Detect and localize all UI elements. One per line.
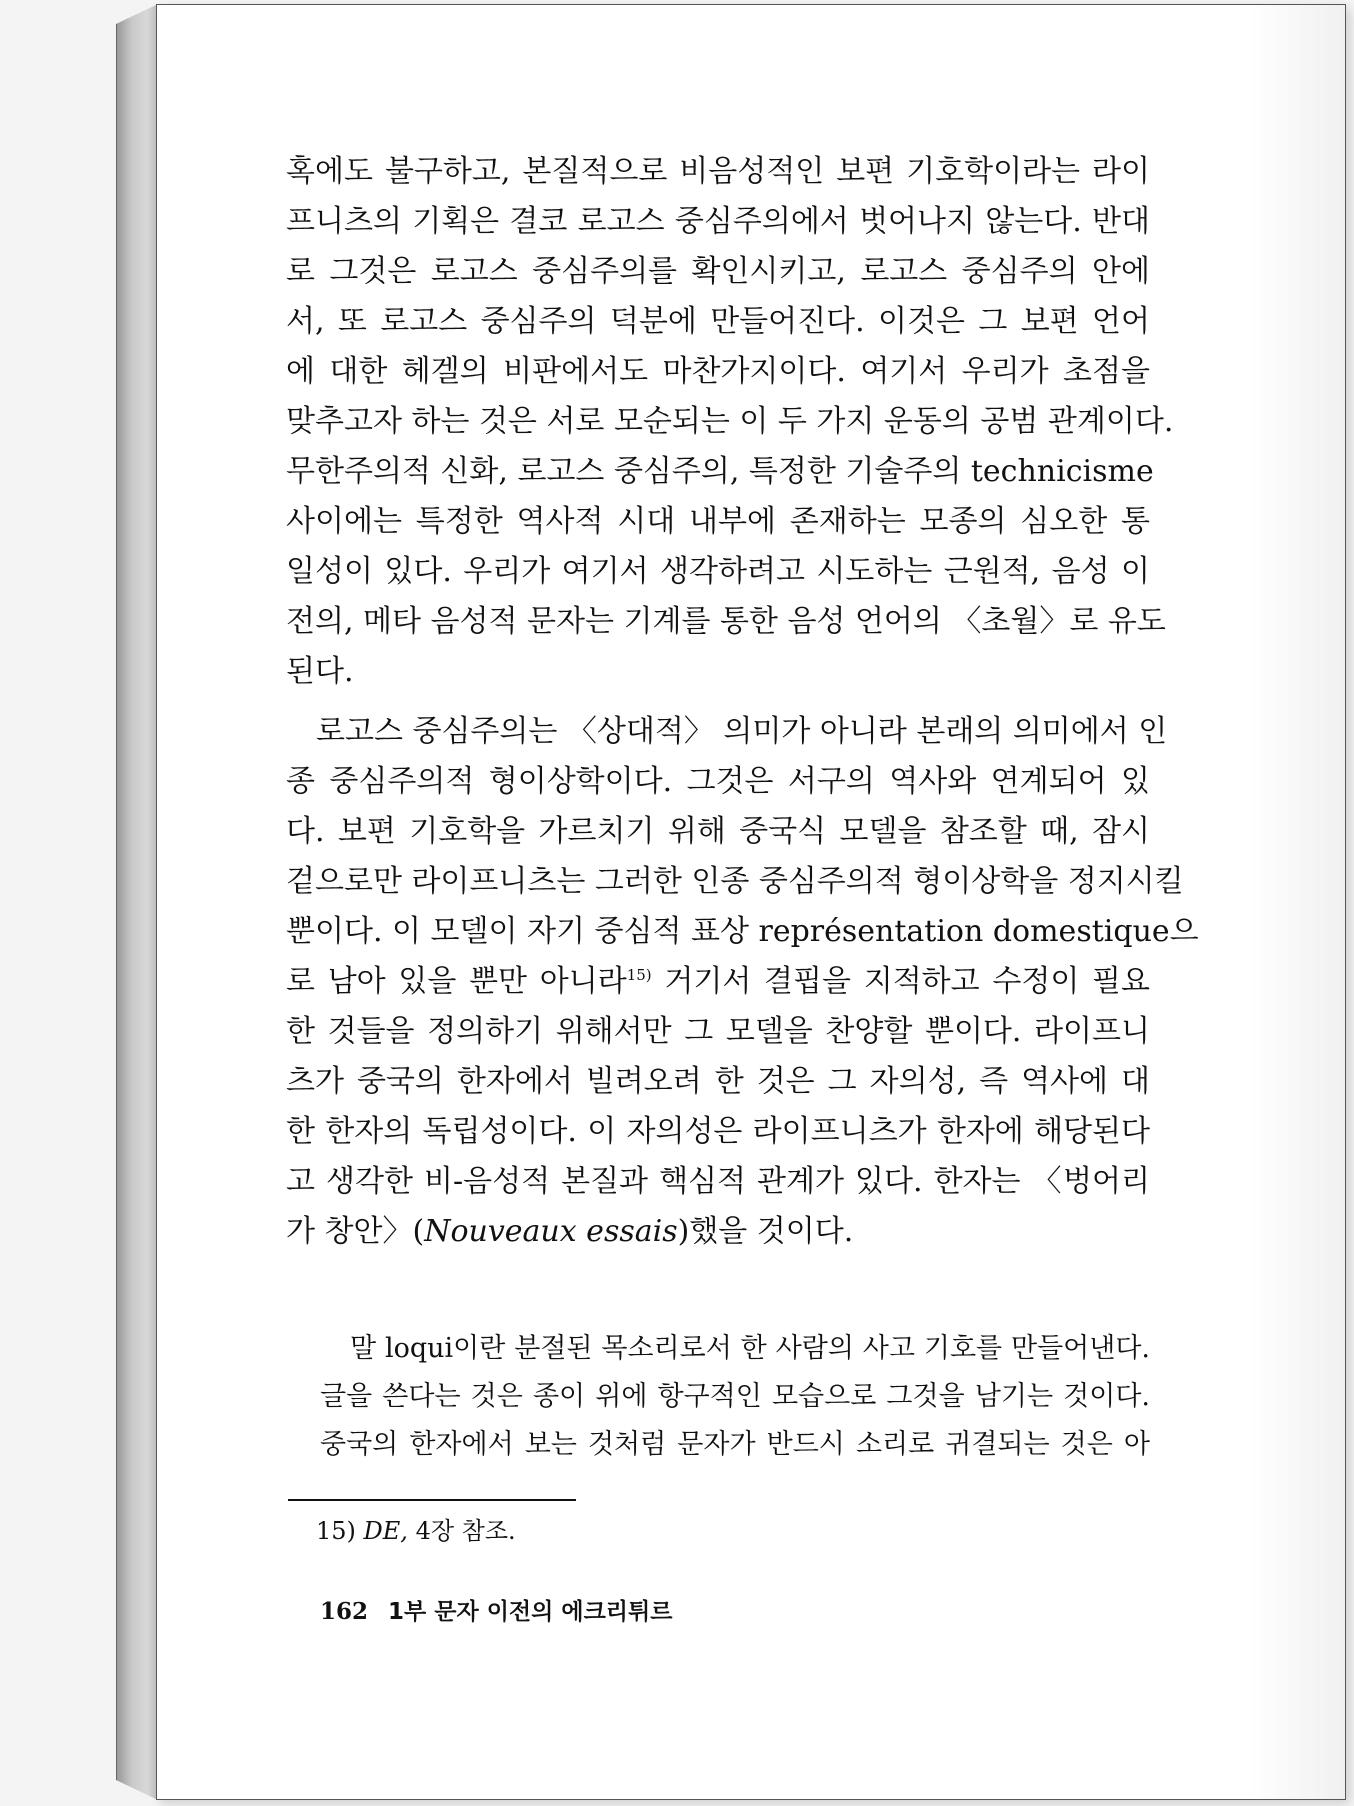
book-spine — [116, 4, 159, 1800]
text-segment: 로 남아 있을 뿐만 아니라 — [286, 964, 627, 999]
text-line: 혹에도 불구하고, 본질적으로 비음성적인 보편 기호학이라는 라이 — [286, 154, 1150, 189]
page-number: 162 — [320, 1598, 369, 1625]
footnote-ref: DE, — [363, 1517, 408, 1545]
text-line: 한 것들을 정의하기 위해서만 그 모델을 찬양할 뿐이다. 라이프니 — [286, 1014, 1150, 1049]
text-line: 종 중심주의적 형이상학이다. 그것은 서구의 역사와 연계되어 있 — [286, 764, 1150, 799]
footnote — [316, 1514, 516, 1548]
quote-line: 말 loqui이란 분절된 목소리로서 한 사람의 사고 기호를 만들어낸다. — [350, 1333, 1150, 1364]
text-line: 에 대한 헤겔의 비판에서도 마찬가지이다. 여기서 우리가 초점을 — [286, 354, 1150, 389]
footnote-text: 4장 참조. — [407, 1517, 516, 1545]
text-line: 뿐이다. 이 모델이 자기 중심적 표상 représentation domestique으 — [286, 914, 1199, 949]
text-line: 겉으로만 라이프니츠는 그러한 인종 중심주의적 형이상학을 정지시킬 — [286, 864, 1184, 899]
text-segment: 가 창안〉( — [286, 1214, 425, 1249]
page-footer — [320, 1596, 672, 1628]
text-segment: )했을 것이다. — [677, 1214, 854, 1249]
footnote-rule — [288, 1499, 576, 1501]
text-line: 고 생각한 비-음성적 본질과 핵심적 관계가 있다. 한자는 〈벙어리 — [286, 1164, 1150, 1199]
text-line: 맞추고자 하는 것은 서로 모순되는 이 두 가지 운동의 공범 관계이다. — [286, 404, 1174, 439]
text-line: 전의, 메타 음성적 문자는 기계를 통한 음성 언어의 〈초월〉로 유도 — [286, 604, 1166, 639]
text-line: 사이에는 특정한 역사적 시대 내부에 존재하는 모종의 심오한 통 — [286, 504, 1150, 539]
quote-line: 글을 쓴다는 것은 종이 위에 항구적인 모습으로 그것을 남기는 것이다. — [320, 1381, 1150, 1412]
text-line: 츠가 중국의 한자에서 빌려오려 한 것은 그 자의성, 즉 역사에 대 — [286, 1064, 1150, 1099]
running-head: 1부 문자 이전의 에크리튀르 — [388, 1599, 673, 1625]
text-line: 로고스 중심주의는 〈상대적〉 의미가 아니라 본래의 의미에서 인 — [316, 714, 1168, 749]
footnote-number: 15) — [316, 1517, 356, 1545]
book-title-italic: Nouveaux essais — [424, 1214, 678, 1249]
text-line — [286, 1212, 1150, 1252]
text-line: 서, 또 로고스 중심주의 덕분에 만들어진다. 이것은 그 보편 언어 — [286, 304, 1150, 339]
text-line: 프니츠의 기획은 결코 로고스 중심주의에서 벗어나지 않는다. 반대 — [286, 204, 1150, 239]
text-line: 한 한자의 독립성이다. 이 자의성은 라이프니츠가 한자에 해당된다 — [286, 1114, 1150, 1149]
text-line: 무한주의적 신화, 로고스 중심주의, 특정한 기술주의 technicisme — [286, 454, 1154, 489]
text-line — [286, 962, 1150, 1002]
text-line: 된다. — [286, 654, 354, 689]
text-line: 다. 보편 기호학을 가르치기 위해 중국식 모델을 참조할 때, 잠시 — [286, 814, 1150, 849]
quote-line: 중국의 한자에서 보는 것처럼 문자가 반드시 소리로 귀결되는 것은 아 — [320, 1429, 1150, 1460]
text-segment: 거기서 결핍을 지적하고 수정이 필요 — [651, 964, 1150, 999]
text-line: 로 그것은 로고스 중심주의를 확인시키고, 로고스 중심주의 안에 — [286, 254, 1150, 289]
footnote-marker: 15) — [626, 966, 652, 984]
text-line: 일성이 있다. 우리가 여기서 생각하려고 시도하는 근원적, 음성 이 — [286, 554, 1150, 589]
